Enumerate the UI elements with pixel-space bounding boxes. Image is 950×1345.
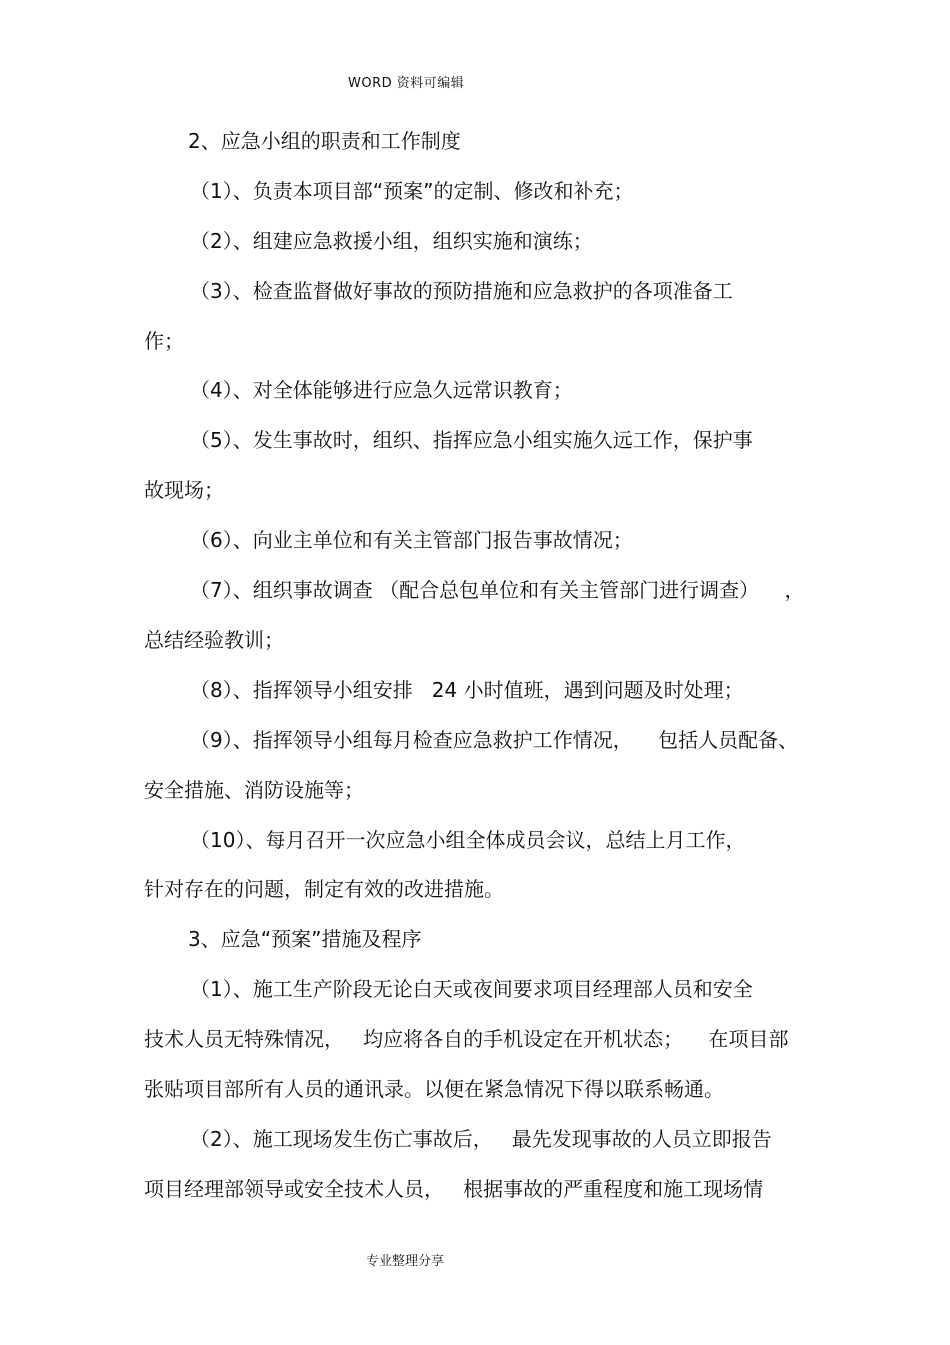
paragraph-line: （2）、组建应急救援小组，组织实施和演练； [190,229,593,253]
paragraph-line: （9）、指挥领导小组每月检查应急救护工作情况， 包括人员配备、 [190,728,799,752]
paragraph-line: （4）、对全体能够进行应急久远常识教育； [190,378,573,402]
page-header: WORD 资料可编辑 [348,76,465,91]
paragraph-line: 针对存在的问题，制定有效的改进措施。 [144,877,504,901]
page-footer: 专业整理分享 [366,1254,445,1269]
paragraph-line: 张贴项目部所有人员的通讯录。以便在紧急情况下得以联系畅通。 [144,1077,724,1101]
section-heading: 2、应急小组的职责和工作制度 [188,129,461,153]
paragraph-line: 技术人员无特殊情况， 均应将各自的手机设定在开机状态； 在项目部 [144,1027,789,1051]
paragraph-line: 安全措施、消防设施等； [144,778,364,802]
paragraph-line: （6）、向业主单位和有关主管部门报告事故情况； [190,528,633,552]
paragraph-line: （8）、指挥领导小组安排 24 小时值班，遇到问题及时处理； [190,678,744,702]
section-heading: 3、应急“预案”措施及程序 [188,927,422,951]
paragraph-line: （2）、施工现场发生伤亡事故后， 最先发现事故的人员立即报告 [190,1127,772,1151]
paragraph-line: 故现场； [144,478,224,502]
paragraph-line: （10）、每月召开一次应急小组全体成员会议，总结上月工作， [190,828,746,852]
paragraph-line: （1）、施工生产阶段无论白天或夜间要求项目经理部人员和安全 [190,977,753,1001]
paragraph-line: （1）、负责本项目部“预案”的定制、修改和补充； [190,179,634,203]
paragraph-line: （3）、检查监督做好事故的预防措施和应急救护的各项准备工 [190,279,733,303]
paragraph-line: 作； [144,329,184,353]
paragraph-line: （7）、组织事故调查 （配合总包单位和有关主管部门进行调查） ， [190,578,805,602]
paragraph-line: （5）、发生事故时，组织、指挥应急小组实施久远工作，保护事 [190,428,753,452]
paragraph-line: 项目经理部领导或安全技术人员， 根据事故的严重程度和施工现场情 [144,1177,764,1201]
paragraph-line: 总结经验教训； [144,628,284,652]
